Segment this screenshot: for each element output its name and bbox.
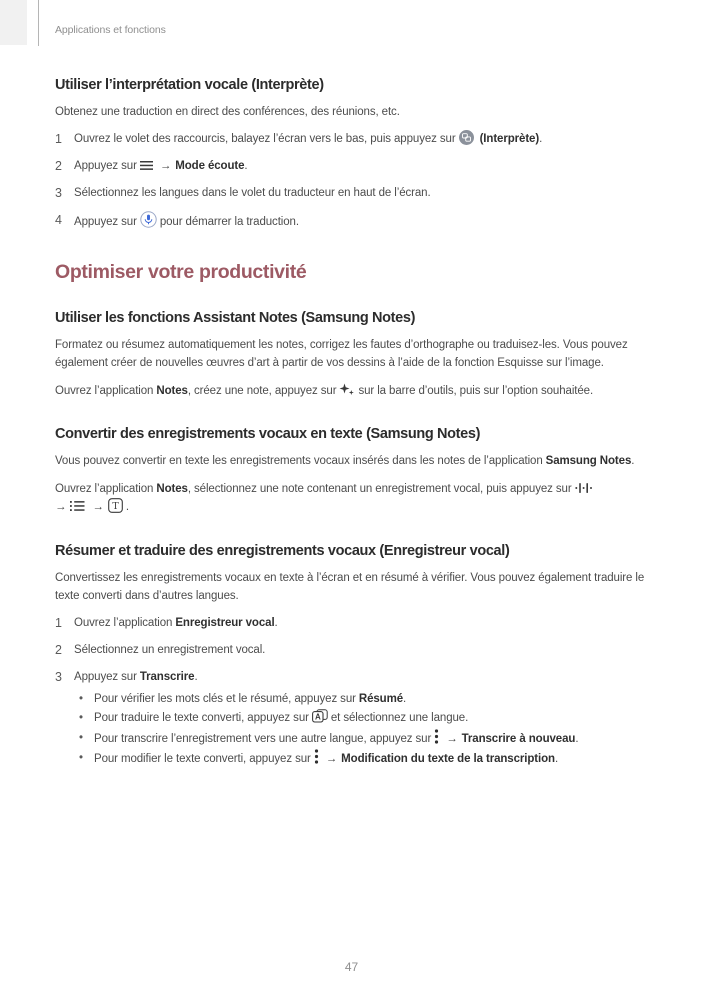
bullet-text bbox=[94, 709, 648, 728]
section-title-convert: Convertir des enregistrements vocaux en texte (Samsung Notes) bbox=[55, 426, 481, 442]
bullet-item bbox=[79, 749, 648, 769]
assistant-notes-paragraph-2 bbox=[55, 382, 648, 401]
bold-run: Mode écoute bbox=[175, 160, 245, 172]
step-number: 1 bbox=[55, 616, 62, 630]
arrow-glyph: → bbox=[325, 753, 338, 765]
bold-run: Enregistreur vocal bbox=[175, 617, 275, 629]
hamburger-menu-icon bbox=[140, 160, 153, 171]
text-run: Pour modifier le texte converti, appuyez sur bbox=[94, 753, 311, 765]
interpreter-app-icon bbox=[459, 130, 474, 145]
section-title-assistant-notes: Utiliser les fonctions Assistant Notes (Samsung Notes) bbox=[55, 309, 416, 326]
text-run: Pour transcrire l’enregistrement vers une autre langue, appuyez sur bbox=[94, 732, 432, 745]
text-run: pour démarrer la traduction. bbox=[159, 216, 299, 228]
text-run: Ouvrez l’application bbox=[55, 384, 154, 397]
bold-run: Résumé bbox=[358, 692, 404, 705]
convert-paragraph bbox=[55, 452, 648, 471]
text-run: . bbox=[539, 133, 543, 145]
list-item bbox=[55, 614, 648, 633]
bullet-text bbox=[94, 729, 648, 749]
bold-run: Notes bbox=[156, 482, 188, 495]
text-run: . bbox=[125, 501, 129, 513]
text-run: Ouvrez l’application bbox=[74, 617, 173, 629]
text-run: Appuyez sur bbox=[74, 160, 137, 172]
svg-text:A: A bbox=[314, 712, 321, 722]
breadcrumb: Applications et fonctions bbox=[55, 24, 166, 36]
list-options-icon bbox=[70, 500, 85, 512]
step-number: 3 bbox=[55, 186, 62, 200]
bold-run: Transcrire à nouveau bbox=[461, 732, 576, 745]
more-options-icon bbox=[314, 749, 319, 764]
summarize-paragraph: Convertissez les enregistrements vocaux en texte à l’écran et en résumé à vérifier. Vous pouvez également traduire le texte converti dans d’autres langues. bbox=[55, 571, 645, 602]
text-run: Ouvrez le volet des raccourcis, balayez l’écran vers le bas, puis appuyez sur bbox=[74, 133, 456, 145]
bullet-text bbox=[94, 749, 648, 769]
step-number: 1 bbox=[55, 132, 62, 146]
arrow-glyph: → bbox=[55, 501, 67, 513]
more-options-icon bbox=[434, 729, 439, 744]
bullet-text bbox=[94, 690, 648, 709]
text-run: . bbox=[274, 617, 278, 629]
step-text bbox=[74, 668, 648, 687]
list-item bbox=[55, 184, 648, 203]
convert-icon-row bbox=[55, 498, 648, 517]
summarize-bullets bbox=[55, 690, 648, 770]
assistant-notes-paragraph: Formatez ou résumez automatiquement les notes, corrigez les fautes d’orthographe ou traduisez-les. Vous pouvez également créer de nouvelles œuvres d’art à partir de vos dessins à l’aide de la fonction Esquisse sur l’image. bbox=[55, 338, 628, 369]
text-run: . bbox=[403, 692, 407, 705]
bullet-item bbox=[79, 690, 648, 709]
text-run: Appuyez sur bbox=[74, 216, 137, 228]
text-run: . bbox=[244, 160, 248, 172]
bullet-glyph: • bbox=[79, 692, 83, 705]
step-number: 2 bbox=[55, 159, 62, 173]
header-rule bbox=[38, 0, 39, 46]
bullet-glyph: • bbox=[79, 712, 83, 724]
list-item bbox=[55, 668, 648, 687]
text-run: , créez une note, appuyez sur bbox=[187, 384, 337, 397]
step-number: 4 bbox=[55, 213, 62, 227]
section-title-interpreter: Utiliser l’interprétation vocale (Interprète) bbox=[55, 77, 324, 93]
text-run: . bbox=[631, 455, 635, 467]
step-text bbox=[74, 211, 648, 232]
step-text bbox=[74, 614, 648, 633]
text-run: . bbox=[575, 732, 579, 745]
step-text: Sélectionnez un enregistrement vocal. bbox=[74, 644, 266, 656]
text-run: et sélectionnez une langue. bbox=[330, 712, 469, 724]
bold-run: Samsung Notes bbox=[545, 455, 632, 467]
convert-to-text-icon bbox=[108, 498, 123, 513]
arrow-glyph: → bbox=[446, 732, 458, 745]
convert-paragraph-2 bbox=[55, 480, 648, 499]
bullet-glyph: • bbox=[79, 731, 83, 744]
svg-text:T: T bbox=[112, 500, 119, 512]
text-run: Pour vérifier les mots clés et le résumé, appuyez sur bbox=[94, 692, 356, 705]
interpreter-intro: Obtenez une traduction en direct des conférences, des réunions, etc. bbox=[55, 106, 400, 118]
bold-run: Modification du texte de la transcription bbox=[341, 753, 555, 765]
bullet-item bbox=[79, 709, 648, 728]
page-number: 47 bbox=[344, 960, 359, 974]
step-number: 2 bbox=[55, 643, 62, 657]
bold-run: Transcrire bbox=[139, 671, 195, 683]
bullet-item bbox=[79, 729, 648, 749]
ai-sparkle-icon bbox=[339, 383, 355, 396]
interpreter-steps bbox=[55, 130, 648, 232]
voice-waveform-icon bbox=[575, 482, 593, 494]
text-run: sur la barre d’outils, puis sur l’option souhaitée. bbox=[358, 384, 594, 397]
step-number: 3 bbox=[55, 670, 62, 684]
text-run: . bbox=[554, 753, 559, 765]
text-run: Pour traduire le texte converti, appuyez sur bbox=[94, 712, 309, 724]
bold-run: (Interprète) bbox=[479, 133, 540, 145]
summarize-steps bbox=[55, 614, 648, 687]
list-item bbox=[55, 641, 648, 660]
list-item bbox=[55, 130, 648, 149]
text-run: Appuyez sur bbox=[74, 671, 137, 683]
step-text bbox=[74, 157, 648, 176]
bullet-glyph: • bbox=[79, 752, 83, 764]
translate-icon bbox=[312, 709, 328, 723]
step-text: Sélectionnez les langues dans le volet du traducteur en haut de l’écran. bbox=[74, 187, 431, 199]
arrow-glyph: → bbox=[92, 501, 104, 513]
list-item bbox=[55, 157, 648, 176]
bold-run: Notes bbox=[156, 384, 188, 397]
text-run: Ouvrez l’application bbox=[55, 482, 154, 495]
text-run: Vous pouvez convertir en texte les enregistrements vocaux insérés dans les notes de l’application bbox=[55, 455, 543, 467]
step-text bbox=[74, 130, 648, 149]
chapter-title-productivity: Optimiser votre productivité bbox=[55, 260, 307, 283]
microphone-icon bbox=[140, 211, 157, 228]
text-run: . bbox=[194, 671, 198, 683]
text-run: , sélectionnez une note contenant un enregistrement vocal, puis appuyez sur bbox=[187, 482, 572, 495]
list-item bbox=[55, 211, 648, 232]
section-title-summarize: Résumer et traduire des enregistrements vocaux (Enregistreur vocal) bbox=[55, 542, 510, 559]
arrow-glyph: → bbox=[159, 160, 172, 172]
page-corner-artifact bbox=[0, 0, 27, 45]
